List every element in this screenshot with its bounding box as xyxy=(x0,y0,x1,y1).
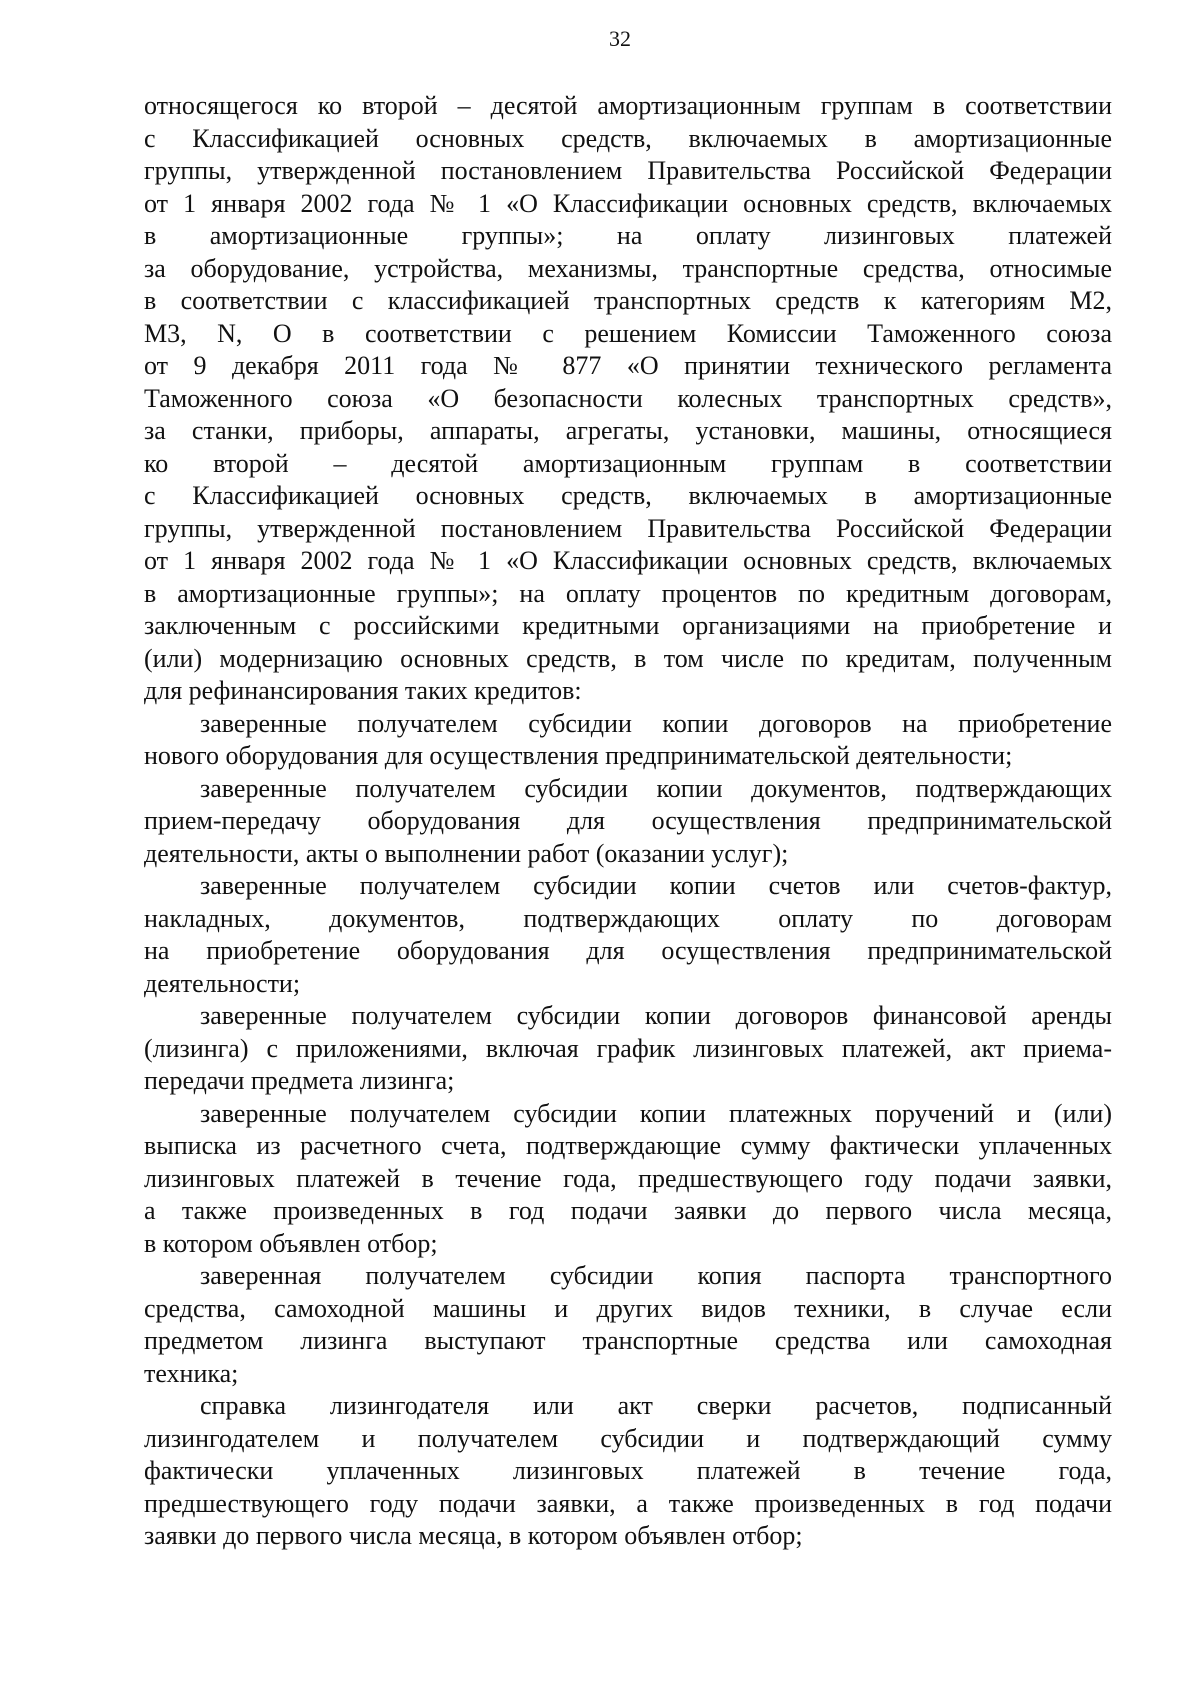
text-line: в соответствии с классификацией транспортных средств к категориям М2, xyxy=(144,286,1112,315)
text-line: деятельности, акты о выполнении работ (оказании услуг); xyxy=(144,838,789,868)
text-line: с Классификацией основных средств, включаемых в амортизационные xyxy=(144,123,1112,153)
text-line: прием-передачу оборудования для осуществления предпринимательской xyxy=(144,806,1112,835)
text-line: с Классификацией основных средств, включаемых в амортизационные xyxy=(144,481,1112,510)
text-line: от 9 декабря 2011 года № 877 «О принятии технического регламента xyxy=(144,351,1112,380)
text-line: выписка из расчетного счета, подтверждающие сумму фактически уплаченных xyxy=(144,1131,1112,1160)
text-line: заверенные получателем субсидии копии договоров финансовой аренды xyxy=(200,1001,1112,1030)
text-line: за станки, приборы, аппараты, агрегаты, установки, машины, относящиеся xyxy=(144,416,1112,445)
text-line: Таможенного союза «О безопасности колесных транспортных средств», xyxy=(144,383,1112,413)
text-line: передачи предмета лизинга; xyxy=(144,1066,455,1095)
text-line: деятельности; xyxy=(144,968,301,998)
text-line: ко второй – десятой амортизационным группам в соответствии xyxy=(144,448,1112,478)
text-line: предшествующего году подачи заявки, а также произведенных в год подачи xyxy=(144,1488,1112,1518)
text-line: группы, утвержденной постановлением Правительства Российской Федерации xyxy=(144,513,1112,543)
text-line: для рефинансирования таких кредитов: xyxy=(144,676,582,705)
text-line: от 1 января 2002 года № 1 «О Классификации основных средств, включаемых xyxy=(144,188,1112,218)
text-line: в амортизационные группы»; на оплату лизинговых платежей xyxy=(144,221,1112,250)
text-line: за оборудование, устройства, механизмы, транспортные средства, относимые xyxy=(144,253,1112,283)
text-line: заверенные получателем субсидии копии платежных поручений и (или) xyxy=(200,1098,1112,1128)
text-line: а также произведенных в год подачи заявки до первого числа месяца, xyxy=(144,1196,1112,1225)
text-line: заключенным с российскими кредитными организациями на приобретение и xyxy=(144,611,1112,640)
text-line: накладных, документов, подтверждающих оплату по договорам xyxy=(144,903,1112,933)
text-line: справка лизингодателя или акт сверки расчетов, подписанный xyxy=(200,1391,1112,1420)
text-line: на приобретение оборудования для осуществления предпринимательской xyxy=(144,936,1112,965)
text-line: предметом лизинга выступают транспортные средства или самоходная xyxy=(144,1326,1112,1355)
text-line: лизингодателем и получателем субсидии и подтверждающий сумму xyxy=(144,1423,1112,1453)
text-line: (лизинга) с приложениями, включая график лизинговых платежей, акт приема- xyxy=(144,1033,1112,1063)
document-body xyxy=(144,90,1112,1553)
text-line: М3, N, O в соответствии с решением Комиссии Таможенного союза xyxy=(144,318,1112,348)
text-line: фактически уплаченных лизинговых платежей в течение года, xyxy=(144,1456,1112,1485)
text-line: группы, утвержденной постановлением Правительства Российской Федерации xyxy=(144,156,1112,185)
text-line: в амортизационные группы»; на оплату процентов по кредитным договорам, xyxy=(144,578,1112,608)
text-line: заверенные получателем субсидии копии счетов или счетов-фактур, xyxy=(200,871,1112,900)
text-line: (или) модернизацию основных средств, в том числе по кредитам, полученным xyxy=(144,643,1112,673)
text-line: лизинговых платежей в течение года, предшествующего году подачи заявки, xyxy=(144,1163,1112,1193)
text-line: заверенная получателем субсидии копия паспорта транспортного xyxy=(200,1261,1112,1290)
text-line: нового оборудования для осуществления предпринимательской деятельности; xyxy=(144,741,1013,770)
text-line: относящегося ко второй – десятой амортизационным группам в соответствии xyxy=(144,91,1112,120)
text-line: заверенные получателем субсидии копии договоров на приобретение xyxy=(200,708,1112,738)
text-line: в котором объявлен отбор; xyxy=(144,1228,438,1258)
text-line: техника; xyxy=(144,1358,239,1388)
text-line: заявки до первого числа месяца, в котором объявлен отбор; xyxy=(144,1521,803,1550)
page-number: 32 xyxy=(609,26,631,51)
text-line: средства, самоходной машины и других видов техники, в случае если xyxy=(144,1293,1112,1323)
text-line: от 1 января 2002 года № 1 «О Классификации основных средств, включаемых xyxy=(144,546,1112,575)
text-line: заверенные получателем субсидии копии документов, подтверждающих xyxy=(200,773,1112,803)
